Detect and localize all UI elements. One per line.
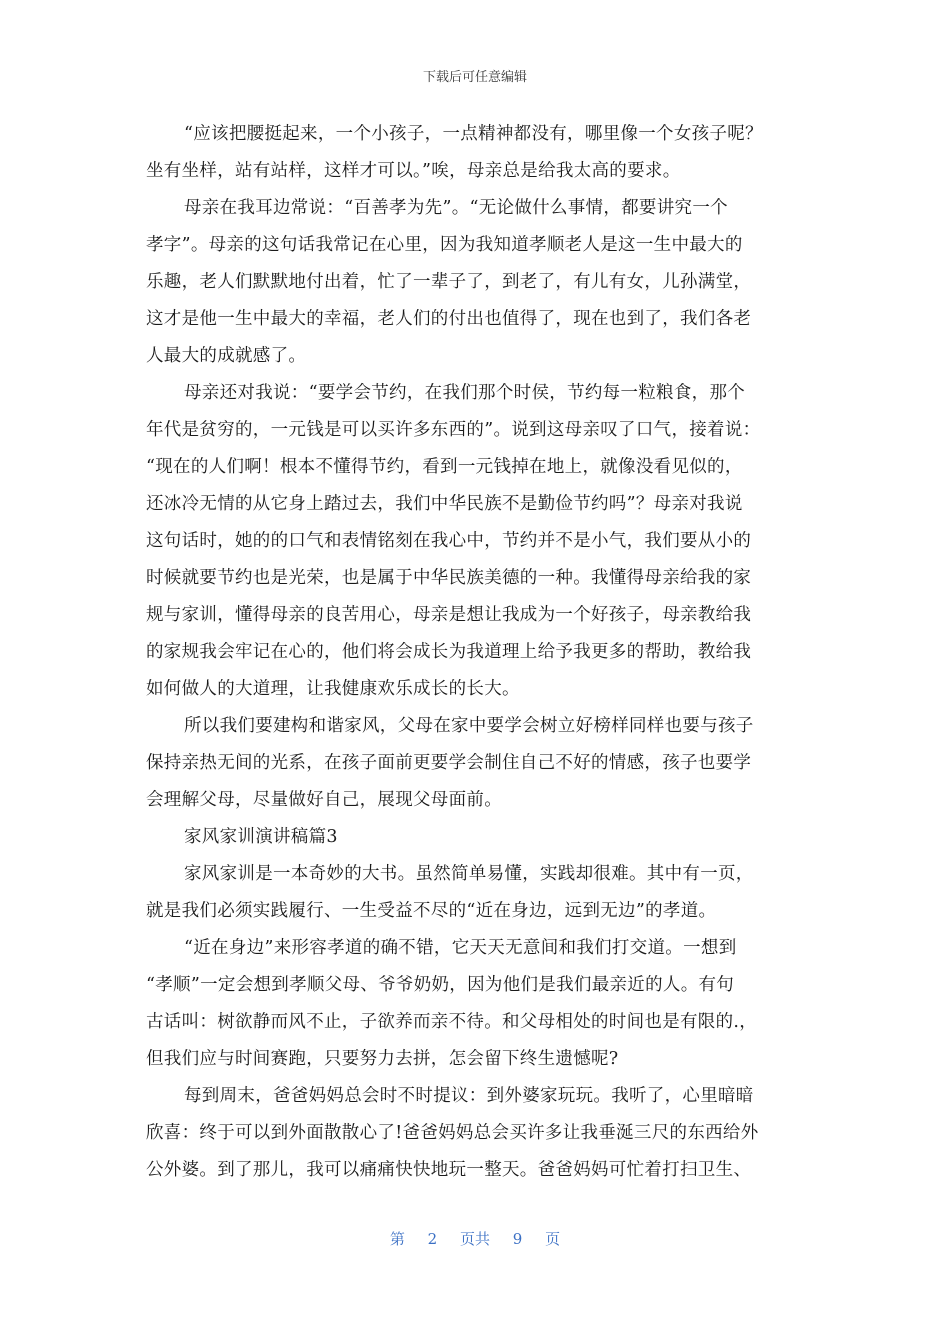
text-line: 古话叫：树欲静而风不止，子欲养而亲不待。和父母相处的时间也是有限的.， xyxy=(146,1012,758,1032)
footer-suffix: 页 xyxy=(545,1230,561,1248)
text-line: 所以我们要建构和谐家风，父母在家中要学会树立好榜样同样也要与孩子 xyxy=(184,716,754,736)
text-line: 每到周末，爸爸妈妈总会时不时提议：到外婆家玩玩。我听了，心里暗暗 xyxy=(184,1086,754,1106)
footer-prefix: 第 xyxy=(389,1230,405,1248)
text-line: “现在的人们啊！根本不懂得节约，看到一元钱掉在地上，就像没看见似的， xyxy=(146,457,743,477)
text-line: 公外婆。到了那儿，我可以痛痛快快地玩一整天。爸爸妈妈可忙着打扫卫生、 xyxy=(146,1160,752,1180)
text-line: 会理解父母，尽量做好自己，展现父母面前。 xyxy=(146,790,502,810)
text-line: 就是我们必须实践履行、一生受益不尽的“近在身边，远到无边”的孝道。 xyxy=(146,901,717,921)
text-line: 但我们应与时间赛跑，只要努力去拼，怎会留下终生遗憾呢? xyxy=(146,1049,619,1069)
text-line: 母亲在我耳边常说：“百善孝为先”。“无论做什么事情，都要讲究一个 xyxy=(184,198,728,218)
text-line: 欣喜：终于可以到外面散散心了!爸爸妈妈总会买许多让我垂涎三尺的东西给外 xyxy=(146,1123,759,1143)
footer-page-number: 2 xyxy=(427,1230,438,1248)
text-line: 时候就要节约也是光荣，也是属于中华民族美德的一种。我懂得母亲给我的家 xyxy=(146,568,752,588)
text-line: 还冰冷无情的从它身上踏过去，我们中华民族不是勤俭节约吗”？母亲对我说 xyxy=(146,494,743,514)
page-footer xyxy=(0,1228,950,1249)
page-header-note: 下载后可任意编辑 xyxy=(422,70,527,85)
text-line: 孝字”。母亲的这句话我常记在心里，因为我知道孝顺老人是这一生中最大的 xyxy=(146,235,743,255)
text-line: 家风家训是一本奇妙的大书。虽然简单易懂，实践却很难。其中有一页， xyxy=(184,864,754,884)
text-line: 母亲还对我说：“要学会节约，在我们那个时侯，节约每一粒粮食，那个 xyxy=(184,383,746,403)
text-line: 保持亲热无间的光系，在孩子面前更要学会制住自己不好的情感，孩子也要学 xyxy=(146,753,752,773)
text-line: “近在身边”来形容孝道的确不错，它天天无意间和我们打交道。一想到 xyxy=(184,938,737,958)
footer-middle: 页共 xyxy=(459,1230,490,1248)
text-line: “应该把腰挺起来，一个小孩子，一点精神都没有，哪里像一个女孩子呢？ xyxy=(184,124,763,144)
text-line: 规与家训，懂得母亲的良苦用心，母亲是想让我成为一个好孩子，母亲教给我 xyxy=(146,605,752,625)
section-heading: 家风家训演讲稿篇3 xyxy=(184,827,338,847)
text-line: 如何做人的大道理，让我健康欢乐成长的长大。 xyxy=(146,679,520,699)
text-line: 年代是贫穷的，一元钱是可以买许多东西的”。说到这母亲叹了口气，接着说： xyxy=(146,420,761,440)
text-line: 乐趣，老人们默默地付出着，忙了一辈子了，到老了，有儿有女，儿孙满堂， xyxy=(146,272,752,292)
text-line: “孝顺”一定会想到孝顺父母、爷爷奶奶，因为他们是我们最亲近的人。有句 xyxy=(146,975,735,995)
text-line: 这才是他一生中最大的幸福，老人们的付出也值得了，现在也到了，我们各老 xyxy=(146,309,752,329)
text-line: 的家规我会牢记在心的，他们将会成长为我道理上给予我更多的帮助，教给我 xyxy=(146,642,752,662)
text-line: 人最大的成就感了。 xyxy=(146,346,307,366)
footer-total-pages: 9 xyxy=(512,1230,523,1248)
text-line: 坐有坐样，站有站样，这样才可以。”唉，母亲总是给我太高的要求。 xyxy=(146,161,681,181)
document-body xyxy=(146,116,806,1189)
text-line: 这句话时，她的的口气和表情铭刻在我心中，节约并不是小气，我们要从小的 xyxy=(146,531,752,551)
